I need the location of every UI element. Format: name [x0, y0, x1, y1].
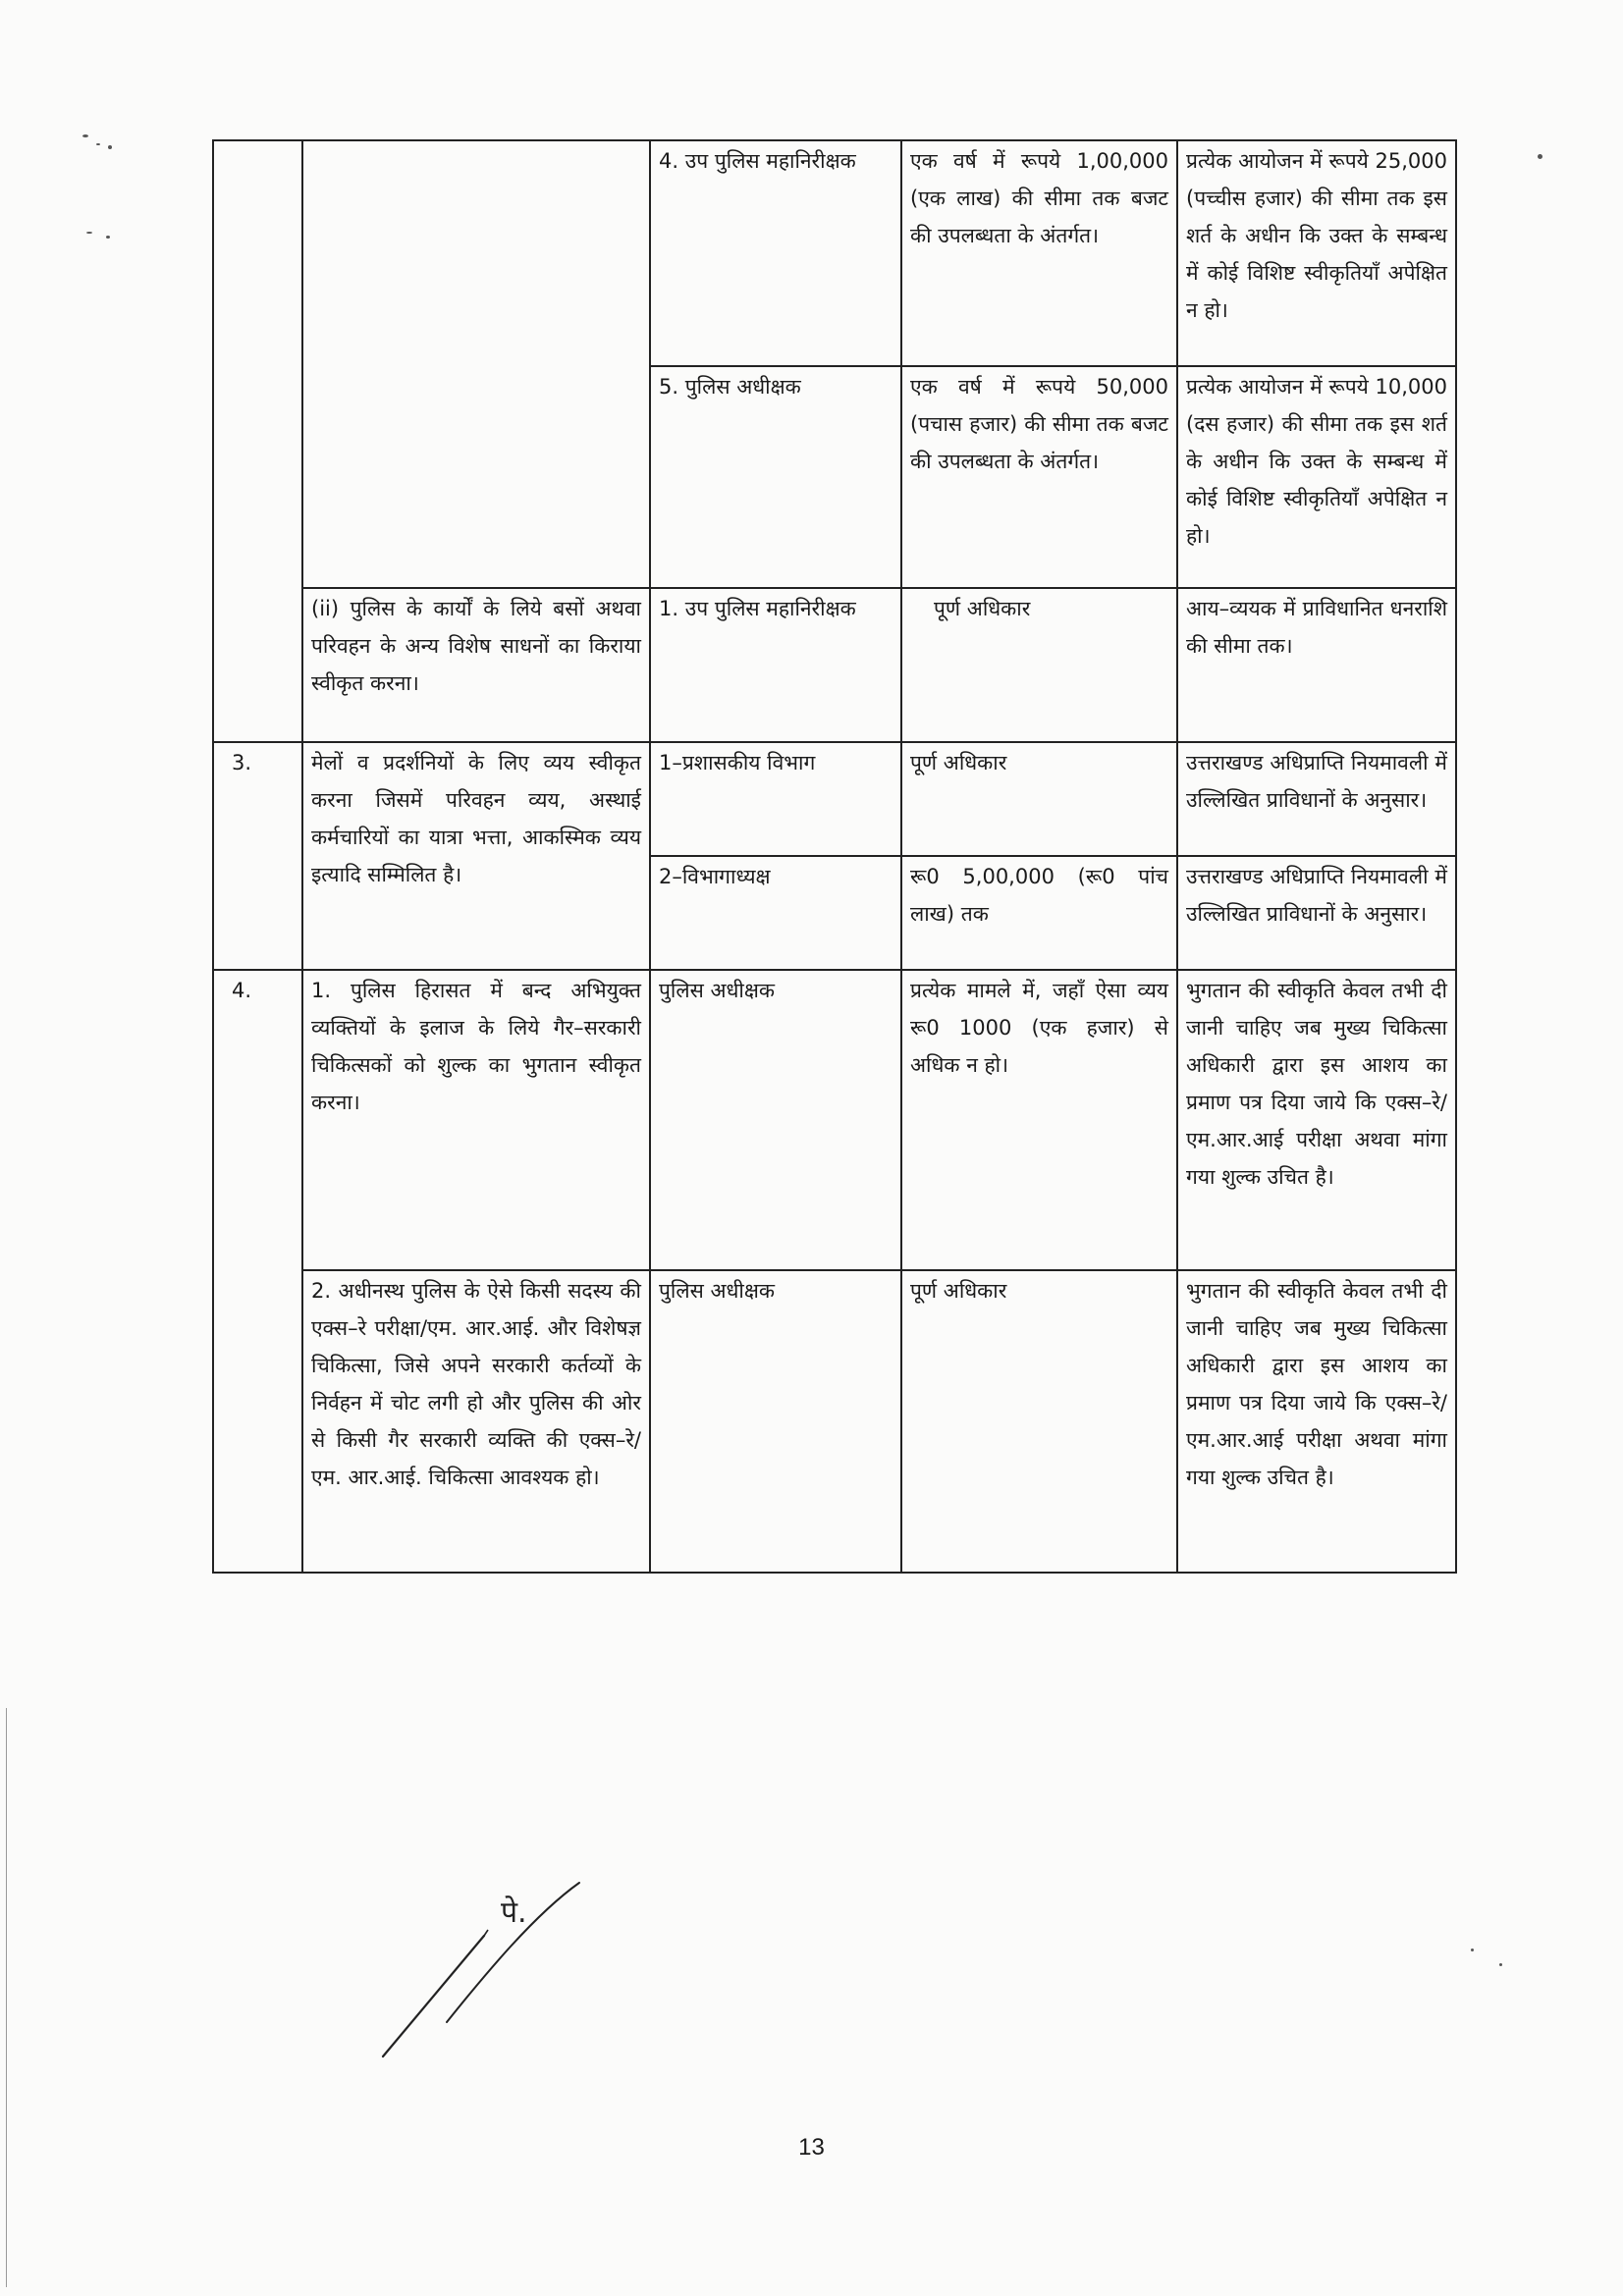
page-number: 13	[798, 2134, 825, 2161]
condition-cell: प्रत्येक आयोजन में रूपये 10,000 (दस हजार) की सीमा तक इस शर्त के अधीन कि उक्त के सम्बन्ध में कोई विशिष्ट स्वीकृतियाँ अपेक्षित न हो।	[1177, 366, 1456, 588]
table-row	[213, 970, 1456, 1270]
signature-initial: पे.	[501, 1896, 527, 1930]
scan-speck	[1538, 154, 1542, 159]
authority-cell: पुलिस अधीक्षक	[650, 970, 901, 1270]
limit-cell: पूर्ण अधिकार	[901, 1270, 1177, 1573]
authority-cell: पुलिस अधीक्षक	[650, 1270, 901, 1573]
scan-speck	[82, 134, 88, 137]
scan-margin-line	[6, 1708, 7, 2287]
scan-speck	[1471, 1949, 1474, 1951]
scan-speck	[1499, 1963, 1502, 1966]
description-cell: (ii) पुलिस के कार्यों के लिये बसों अथवा परिवहन के अन्य विशेष साधनों का किराया स्वीकृत करना।	[302, 588, 650, 742]
authority-cell: 1. उप पुलिस महानिरीक्षक	[650, 588, 901, 742]
delegation-table	[212, 139, 1457, 1574]
table-row	[213, 588, 1456, 742]
condition-cell: उत्तराखण्ड अधिप्राप्ति नियमावली में उल्लिखित प्राविधानों के अनुसार।	[1177, 856, 1456, 970]
scan-speck	[108, 145, 112, 149]
condition-cell: भुगतान की स्वीकृति केवल तभी दी जानी चाहिए जब मुख्य चिकित्सा अधिकारी द्वारा इस आशय का प्रमाण पत्र दिया जाये कि एक्स–रे/एम.आर.आई परीक्षा अथवा मांगा गया शुल्क उचित है।	[1177, 970, 1456, 1270]
authority-cell: 4. उप पुलिस महानिरीक्षक	[650, 140, 901, 366]
description-cell: मेलों व प्रदर्शनियों के लिए व्यय स्वीकृत करना जिसमें परिवहन व्यय, अस्थाई कर्मचारियों का यात्रा भत्ता, आकस्मिक व्यय इत्यादि सम्मिलित है।	[302, 742, 650, 970]
signature	[378, 1875, 594, 2061]
table-row	[213, 742, 1456, 856]
table-row	[213, 1270, 1456, 1573]
condition-cell: आय–व्ययक में प्राविधानित धनराशि की सीमा तक।	[1177, 588, 1456, 742]
scan-speck	[106, 236, 110, 239]
authority-cell: 2–विभागाध्यक्ष	[650, 856, 901, 970]
authority-cell: 5. पुलिस अधीक्षक	[650, 366, 901, 588]
limit-cell: रू0 5,00,000 (रू0 पांच लाख) तक	[901, 856, 1177, 970]
description-cell: 1. पुलिस हिरासत में बन्द अभियुक्त व्यक्तियों के इलाज के लिये गैर–सरकारी चिकित्सकों को शुल्क का भुगतान स्वीकृत करना।	[302, 970, 650, 1270]
limit-cell: प्रत्येक मामले में, जहाँ ऐसा व्यय रू0 1000 (एक हजार) से अधिक न हो।	[901, 970, 1177, 1270]
limit-cell: पूर्ण अधिकार	[901, 588, 1177, 742]
scan-speck	[96, 143, 100, 145]
condition-cell: उत्तराखण्ड अधिप्राप्ति नियमावली में उल्लिखित प्राविधानों के अनुसार।	[1177, 742, 1456, 856]
condition-cell: प्रत्येक आयोजन में रूपये 25,000 (पच्चीस हजार) की सीमा तक इस शर्त के अधीन कि उक्त के सम्बन्ध में कोई विशिष्ट स्वीकृतियाँ अपेक्षित न हो।	[1177, 140, 1456, 366]
limit-cell: एक वर्ष में रूपये 50,000 (पचास हजार) की सीमा तक बजट की उपलब्धता के अंतर्गत।	[901, 366, 1177, 588]
description-cell	[302, 140, 650, 588]
description-cell: 2. अधीनस्थ पुलिस के ऐसे किसी सदस्य की एक्स–रे परीक्षा/एम. आर.आई. और विशेषज्ञ चिकित्सा, जिसे अपने सरकारी कर्तव्यों के निर्वहन में चोट लगी हो और पुलिस की ओर से किसी गैर सरकारी व्यक्ति की एक्स–रे/एम. आर.आई. चिकित्सा आवश्यक हो।	[302, 1270, 650, 1573]
serial-cell: 3.	[213, 742, 302, 970]
serial-cell	[213, 140, 302, 742]
serial-cell: 4.	[213, 970, 302, 1573]
limit-cell: एक वर्ष में रूपये 1,00,000 (एक लाख) की सीमा तक बजट की उपलब्धता के अंतर्गत।	[901, 140, 1177, 366]
scan-speck	[86, 232, 92, 234]
authority-cell: 1–प्रशासकीय विभाग	[650, 742, 901, 856]
table-row	[213, 140, 1456, 366]
limit-cell: पूर्ण अधिकार	[901, 742, 1177, 856]
condition-cell: भुगतान की स्वीकृति केवल तभी दी जानी चाहिए जब मुख्य चिकित्सा अधिकारी द्वारा इस आशय का प्रमाण पत्र दिया जाये कि एक्स–रे/एम.आर.आई परीक्षा अथवा मांगा गया शुल्क उचित है।	[1177, 1270, 1456, 1573]
